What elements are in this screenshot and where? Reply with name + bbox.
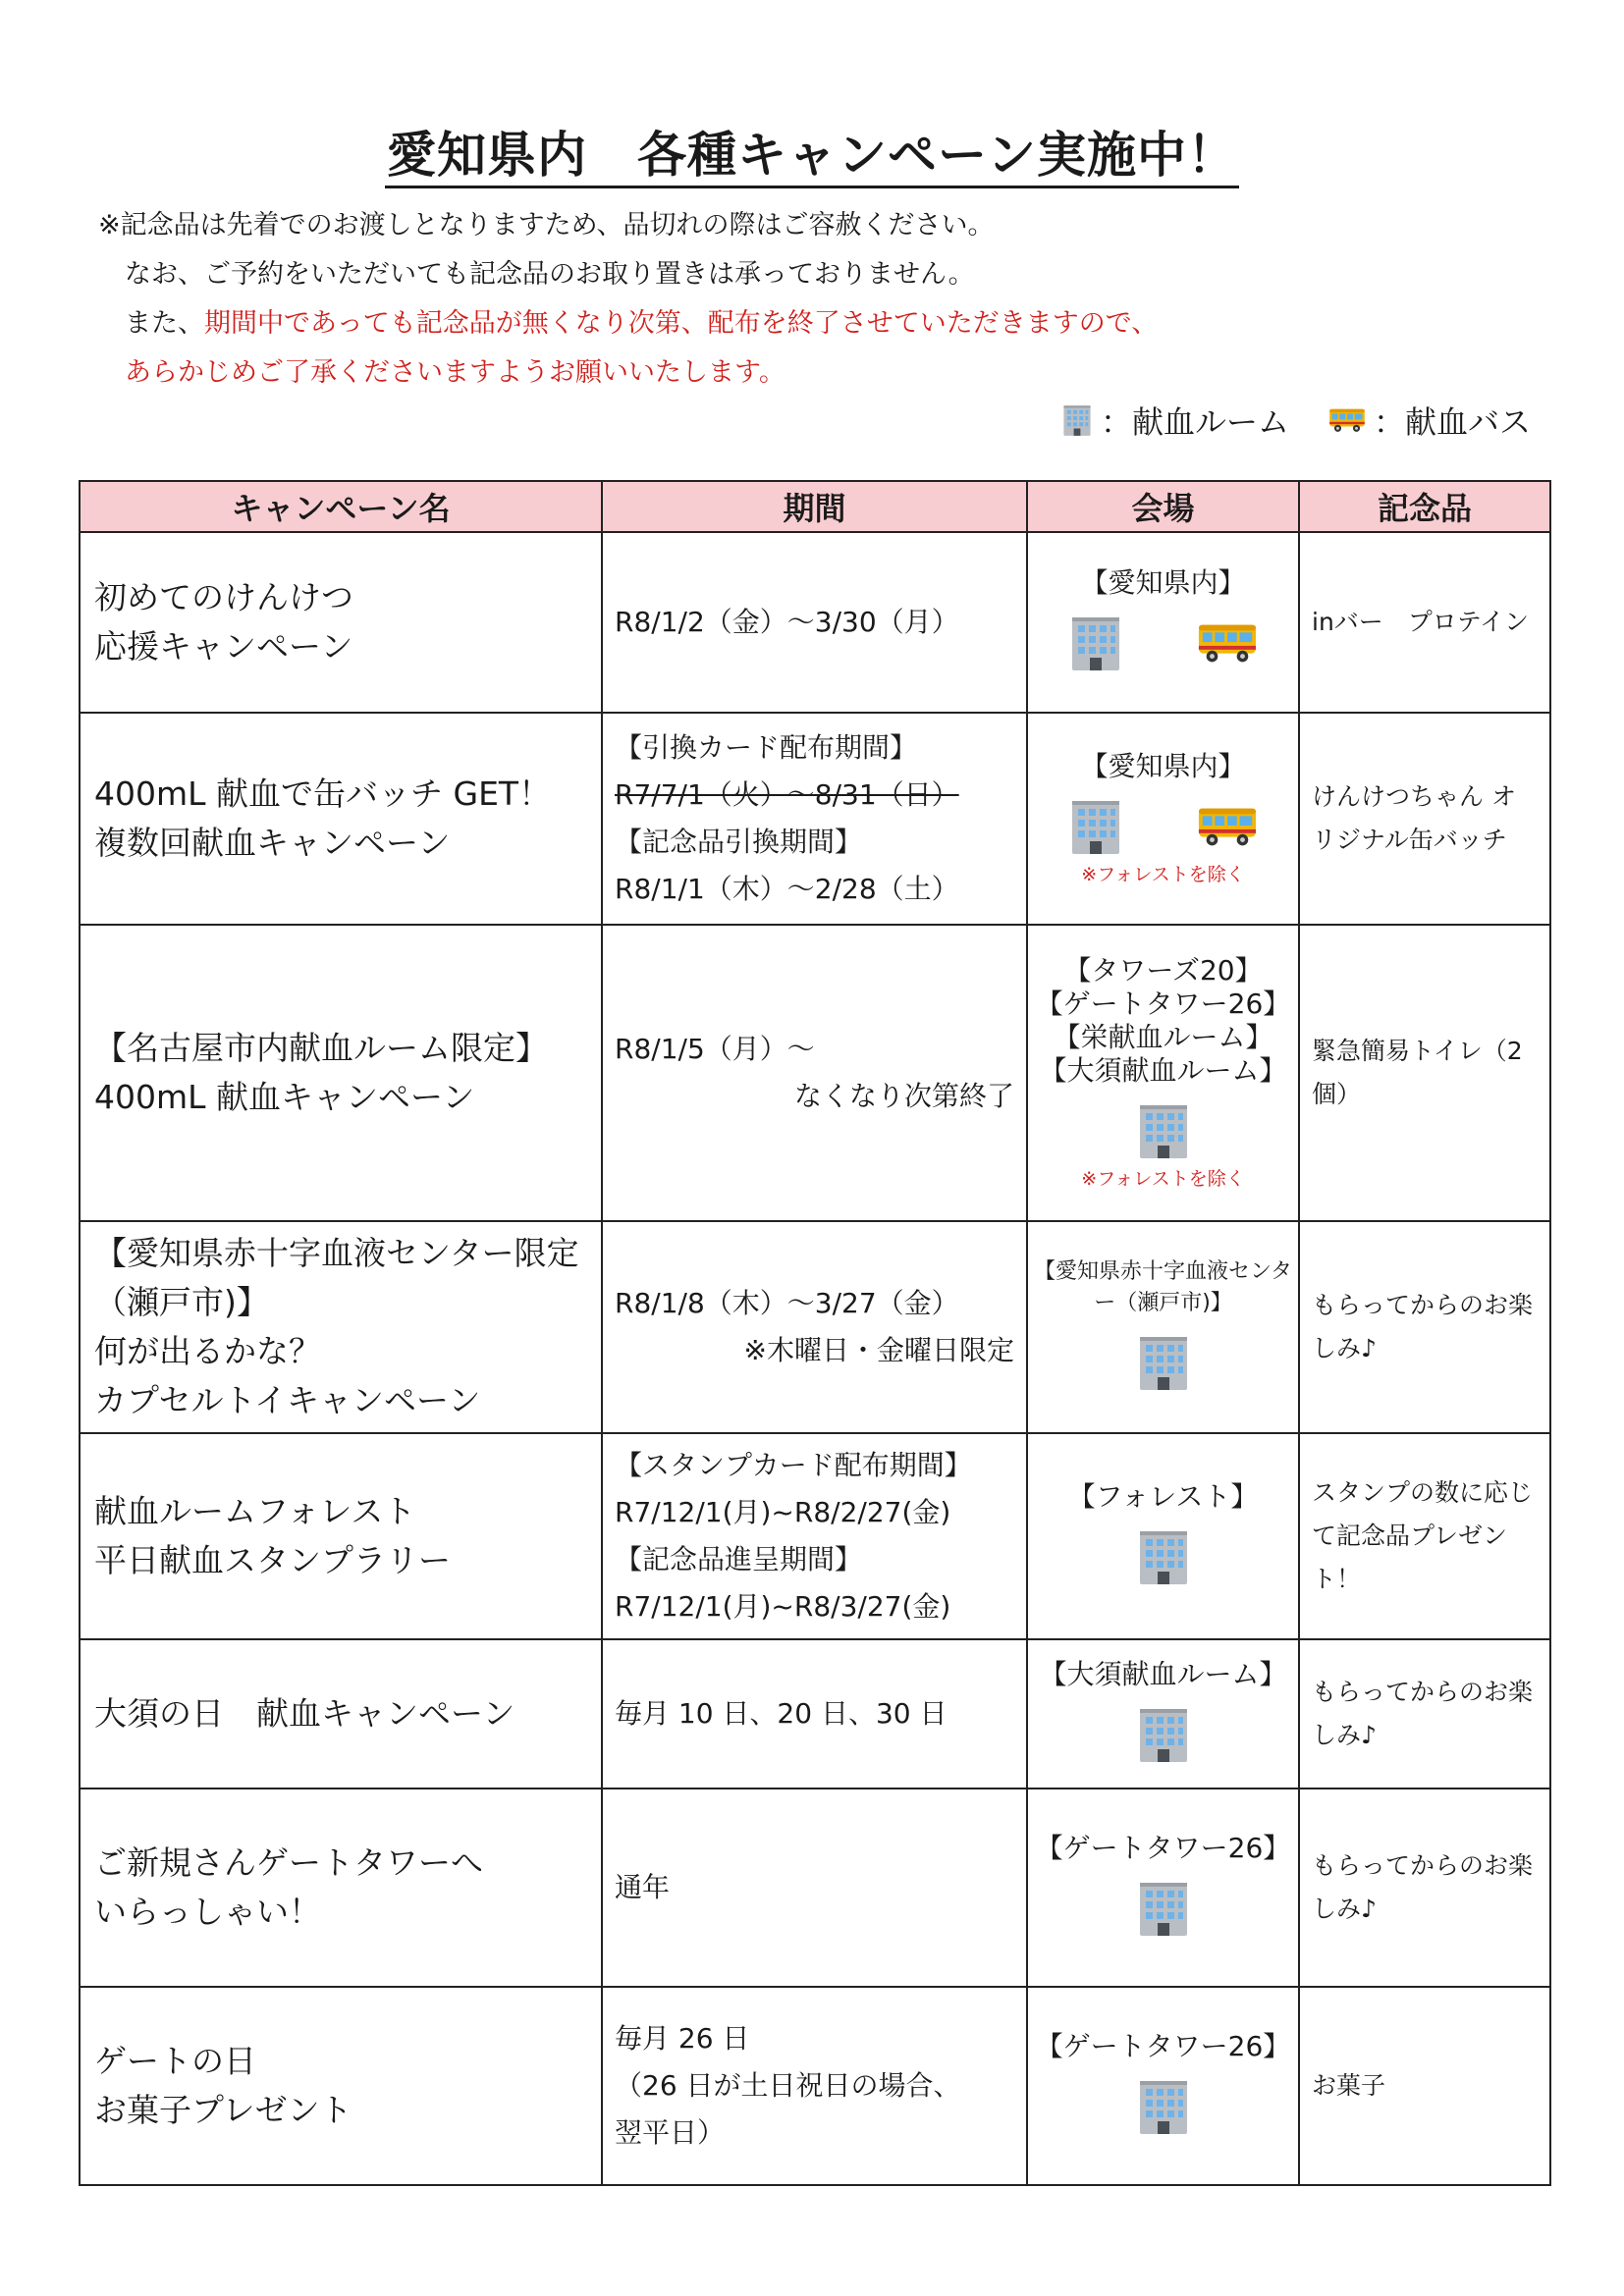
- legend-room: [1061, 398, 1289, 443]
- period-cell: [602, 1221, 1027, 1433]
- legend-bus: [1328, 398, 1531, 443]
- bus-icon: [1197, 620, 1258, 666]
- venue-cell: [1027, 1221, 1299, 1433]
- venue-icons: [1032, 1879, 1294, 1938]
- period-line: R8/1/2（金）～3/30（月）: [615, 606, 959, 638]
- campaign-name-cell: [80, 713, 602, 925]
- venue-label: 【フォレスト】: [1067, 1480, 1259, 1513]
- bus-icon: [1328, 406, 1366, 434]
- period-line: 【スタンプカード配布期間】: [615, 1449, 972, 1481]
- venue-cell: [1027, 1789, 1299, 1987]
- page-title-text: 愛知県内 各種キャンペーン実施中！: [385, 127, 1239, 188]
- header-period: 期間: [602, 481, 1027, 532]
- campaign-name-line: ゲートの日: [94, 2042, 256, 2080]
- building-icon: [1061, 403, 1093, 437]
- period-line: R8/1/5（月）～: [615, 1033, 815, 1065]
- venue-label: 【愛知県内】: [1080, 566, 1246, 599]
- venue-icons: [1032, 1333, 1294, 1392]
- legend-bus-label: ：献血バス: [1373, 403, 1531, 441]
- campaign-name-cell: [80, 925, 602, 1221]
- venue-label: 【愛知県内】: [1080, 750, 1246, 782]
- venue-icons: [1032, 614, 1294, 672]
- venue-label: 【タワーズ20】: [1063, 954, 1263, 987]
- page-title: [0, 116, 1624, 187]
- campaign-name-line: いらっしゃい！: [94, 1893, 321, 1931]
- bus-icon: [1197, 804, 1258, 849]
- venue-icons: [1032, 2077, 1294, 2136]
- campaign-name-cell: [80, 1221, 602, 1433]
- table-row: [80, 532, 1550, 713]
- table-row: [80, 1639, 1550, 1789]
- venue-label: 【ゲートタワー26】: [1035, 988, 1291, 1020]
- venue-icons: [1032, 797, 1294, 856]
- campaign-name-line: 400mL 献血で缶バッチ GET！: [94, 774, 552, 813]
- icon-legend: [1022, 398, 1531, 443]
- campaign-name-line: 初めてのけんけつ: [94, 578, 353, 616]
- campaign-name-line: 【愛知県赤十字血液センター限定: [94, 1234, 579, 1272]
- period-line: 【記念品進呈期間】: [615, 1543, 863, 1575]
- period-line: 翌平日）: [615, 2116, 726, 2149]
- campaign-name-line: 応援キャンペーン: [94, 627, 353, 666]
- period-line: （26 日が土日祝日の場合、: [615, 2069, 961, 2102]
- period-cell: [602, 713, 1027, 925]
- period-line: 通年: [615, 1871, 671, 1903]
- campaign-name-line: お菓子プレゼント: [94, 2091, 352, 2129]
- campaign-name-line: 【名古屋市内献血ルーム限定】: [94, 1029, 548, 1067]
- venue-icons: [1032, 1527, 1294, 1586]
- gift-cell: もらってからのお楽しみ♪: [1299, 1639, 1550, 1789]
- campaign-name-cell: [80, 532, 602, 713]
- building-icon: [1136, 1527, 1191, 1586]
- venue-note: ※フォレストを除く: [1081, 1168, 1245, 1190]
- period-cell: [602, 1987, 1027, 2185]
- gift-cell: お菓子: [1299, 1987, 1550, 2185]
- period-line: R8/1/8（木）～3/27（金）: [615, 1287, 959, 1319]
- campaign-name-line: カプセルトイキャンペーン: [94, 1381, 481, 1419]
- period-line: R7/12/1(月)~R8/3/27(金): [615, 1590, 951, 1623]
- table-row: [80, 1789, 1550, 1987]
- venue-label: 【栄献血ルーム】: [1053, 1021, 1273, 1053]
- gift-cell: inバー プロテイン: [1299, 532, 1550, 713]
- venue-label: 【大須献血ルーム】: [1039, 1658, 1287, 1690]
- venue-label: 【ゲートタワー26】: [1035, 2030, 1291, 2062]
- period-line: なくなり次第終了: [793, 1080, 1014, 1112]
- notice-line-1: ※記念品は先着でのお渡しとなりますため、品切れの際はご容赦ください。: [98, 210, 995, 240]
- gift-cell: スタンプの数に応じて記念品プレゼント！: [1299, 1433, 1550, 1639]
- period-line: ※木曜日・金曜日限定: [743, 1334, 1014, 1366]
- period-cell: [602, 1639, 1027, 1789]
- campaign-name-line: 何が出るかな？: [94, 1332, 321, 1370]
- table-row: [80, 1987, 1550, 2185]
- building-icon: [1136, 1101, 1191, 1160]
- campaign-name-cell: [80, 1639, 602, 1789]
- venue-note: ※フォレストを除く: [1081, 864, 1245, 885]
- venue-label: 【ゲートタワー26】: [1035, 1832, 1291, 1864]
- campaign-name-line: 複数回献血キャンペーン: [94, 824, 451, 862]
- campaign-name-line: 大須の日 献血キャンペーン: [94, 1694, 515, 1733]
- header-gift: 記念品: [1299, 481, 1550, 532]
- venue-cell: [1027, 532, 1299, 713]
- notice-block: [98, 201, 1158, 398]
- venue-cell: [1027, 1639, 1299, 1789]
- period-cell: [602, 925, 1027, 1221]
- period-cell: [602, 1433, 1027, 1639]
- gift-cell: けんけつちゃん オリジナル缶バッチ: [1299, 713, 1550, 925]
- header-campaign-name: キャンペーン名: [80, 481, 602, 532]
- building-icon: [1068, 614, 1123, 672]
- notice-line-3: [98, 299, 1158, 348]
- notice-line-3-lead: また、: [98, 308, 204, 339]
- table-row: [80, 1221, 1550, 1433]
- period-line: 【記念品引換期間】: [615, 826, 863, 858]
- period-line: R7/12/1(月)~R8/2/27(金): [615, 1496, 951, 1528]
- gift-cell: もらってからのお楽しみ♪: [1299, 1221, 1550, 1433]
- notice-line-2: なお、ご予約をいただいても記念品のお取り置きは承っておりません。: [98, 259, 975, 290]
- building-icon: [1136, 2077, 1191, 2136]
- campaign-table: [79, 480, 1551, 2186]
- notice-line-3-red: 期間中であっても記念品が無くなり次第、配布を終了させていただきますので、: [204, 308, 1159, 339]
- campaign-name-cell: [80, 1789, 602, 1987]
- building-icon: [1136, 1333, 1191, 1392]
- venue-label: 【愛知県赤十字血液センター（瀬戸市)】: [1033, 1259, 1293, 1315]
- period-line: 毎月 10 日、20 日、30 日: [615, 1697, 947, 1730]
- table-row: [80, 1433, 1550, 1639]
- table-row: [80, 713, 1550, 925]
- period-line: 毎月 26 日: [615, 2022, 750, 2055]
- venue-cell: [1027, 713, 1299, 925]
- gift-cell: 緊急簡易トイレ（2個）: [1299, 925, 1550, 1221]
- venue-icons: [1032, 1101, 1294, 1160]
- building-icon: [1068, 797, 1123, 856]
- campaign-name-cell: [80, 1433, 602, 1639]
- table-header-row: [80, 481, 1550, 532]
- period-line: R8/1/1（木）～2/28（土）: [615, 873, 959, 905]
- campaign-name-line: 平日献血スタンプラリー: [94, 1541, 451, 1579]
- venue-cell: [1027, 1433, 1299, 1639]
- header-venue: 会場: [1027, 481, 1299, 532]
- campaign-name-line: （瀬戸市)】: [94, 1283, 269, 1321]
- table-row: [80, 925, 1550, 1221]
- campaign-name-line: 400mL 献血キャンペーン: [94, 1078, 475, 1116]
- venue-icons: [1032, 1705, 1294, 1764]
- campaign-name-cell: [80, 1987, 602, 2185]
- building-icon: [1136, 1879, 1191, 1938]
- campaign-name-line: ご新規さんゲートタワーへ: [94, 1843, 483, 1882]
- venue-cell: [1027, 1987, 1299, 2185]
- legend-room-label: ：献血ルーム: [1100, 403, 1289, 441]
- venue-label: 【大須献血ルーム】: [1039, 1054, 1287, 1087]
- period-cell: [602, 532, 1027, 713]
- building-icon: [1136, 1705, 1191, 1764]
- venue-cell: [1027, 925, 1299, 1221]
- campaign-name-line: 献血ルームフォレスト: [94, 1492, 416, 1530]
- notice-line-4: あらかじめご了承くださいますようお願いいたします。: [98, 357, 785, 388]
- period-line-struck: R7/7/1（火）～8/31（日）: [615, 778, 959, 811]
- gift-cell: もらってからのお楽しみ♪: [1299, 1789, 1550, 1987]
- period-line: 【引換カード配布期間】: [615, 731, 918, 764]
- period-cell: [602, 1789, 1027, 1987]
